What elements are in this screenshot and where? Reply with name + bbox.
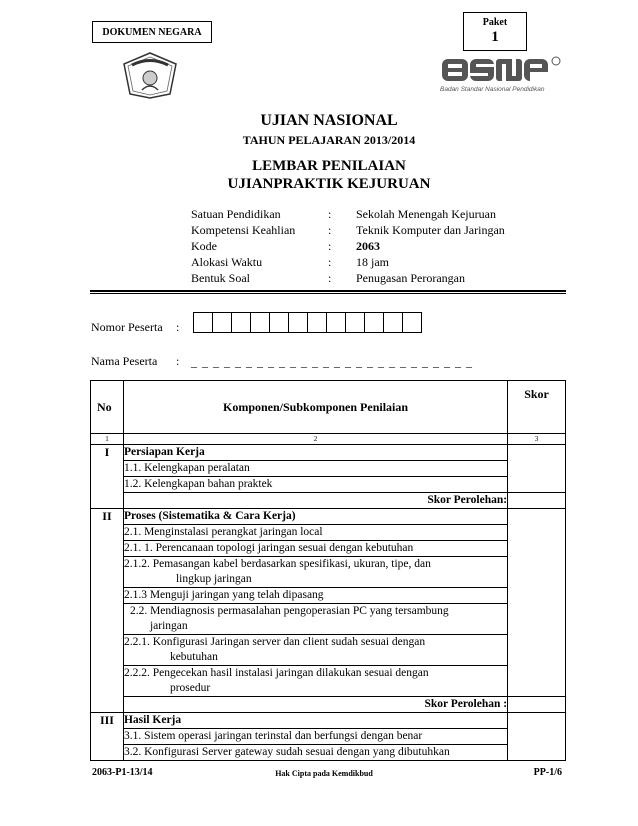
bsnp-logo (440, 54, 562, 94)
table-row (91, 745, 566, 761)
info-value: Sekolah Menengah Kejuruan (356, 207, 496, 221)
digit-box[interactable] (327, 312, 346, 333)
info-row (191, 255, 556, 271)
digit-box[interactable] (251, 312, 270, 333)
table-header (91, 381, 566, 434)
row-number: II (91, 509, 124, 713)
info-colon: : (328, 207, 332, 221)
title-tahun: TAHUN PELAJARAN 2013/2014 (242, 133, 416, 147)
column-number-row (91, 434, 566, 445)
section-title: Proses (Sistematika & Cara Kerja) (123, 509, 507, 525)
table-row (91, 666, 566, 697)
item-line: lingkup jaringan (175, 573, 252, 585)
divider-thin (90, 293, 566, 294)
title-ujian-nasional: UJIAN NASIONAL (260, 112, 398, 129)
section-title: Persiapan Kerja (123, 445, 507, 461)
nama-peserta-colon: : (176, 354, 180, 368)
digit-box[interactable] (213, 312, 232, 333)
skor-cell[interactable] (508, 697, 566, 713)
info-value: 2063 (356, 239, 380, 253)
digit-box[interactable] (346, 312, 365, 333)
header-komponen: Komponen/Subkomponen Penilaian (123, 381, 507, 434)
info-colon: : (328, 239, 332, 253)
title-lembar: LEMBAR PENILAIAN (252, 158, 406, 174)
item (123, 666, 507, 697)
info-row (191, 207, 556, 223)
item-line: jaringan (149, 620, 188, 632)
exam-info (191, 207, 556, 287)
table-row (91, 635, 566, 666)
digit-box[interactable] (308, 312, 327, 333)
nomor-peserta-boxes[interactable] (193, 312, 422, 333)
section-title: Hasil Kerja (123, 713, 507, 729)
table-row (91, 557, 566, 588)
item (123, 604, 507, 635)
paket-number: 1 (491, 29, 499, 45)
info-colon: : (328, 271, 332, 285)
row-number: I (91, 445, 124, 509)
table-row (91, 588, 566, 604)
table-row (91, 493, 566, 509)
table-row (91, 729, 566, 745)
nama-peserta-label: Nama Peserta (91, 354, 158, 368)
skor-perolehan: Skor Perolehan : (123, 697, 507, 713)
skor-perolehan: Skor Perolehan: (123, 493, 507, 509)
divider-thick (90, 290, 566, 292)
digit-box[interactable] (403, 312, 422, 333)
item (123, 635, 507, 666)
dokumen-label: DOKUMEN NEGARA (102, 26, 202, 38)
col-num: 1 (91, 434, 124, 445)
dokumen-negara-box (92, 21, 212, 43)
info-key: Bentuk Soal (191, 271, 250, 285)
info-key: Alokasi Waktu (191, 255, 263, 269)
header-no: No (91, 381, 124, 434)
info-value: Teknik Komputer dan Jaringan (356, 223, 505, 237)
nomor-peserta-colon: : (176, 320, 180, 334)
info-value: 18 jam (356, 255, 389, 269)
skor-cell[interactable] (508, 493, 566, 509)
item: 1.2. Kelengkapan bahan praktek (123, 477, 507, 493)
info-colon: : (328, 255, 332, 269)
nomor-peserta-label: Nomor Peserta (91, 320, 163, 334)
digit-box[interactable] (365, 312, 384, 333)
info-row (191, 223, 556, 239)
item-line: 2.1.2. Pemasangan kabel berdasarkan spesifikasi, ukuran, tipe, dan (123, 558, 431, 570)
info-value: Penugasan Perorangan (356, 271, 465, 285)
footer-copyright: Hak Cipta pada Kemdikbud (275, 769, 373, 778)
row-number: III (91, 713, 124, 761)
table-row (91, 477, 566, 493)
info-row (191, 239, 556, 255)
info-key: Satuan Pendidikan (191, 207, 281, 221)
assessment-table (90, 380, 566, 761)
info-colon: : (328, 223, 332, 237)
item: 2.1. Menginstalasi perangkat jaringan local (123, 525, 507, 541)
skor-cell[interactable] (508, 445, 566, 493)
info-key: Kode (191, 239, 217, 253)
item-line: 2.2.1. Konfigurasi Jaringan server dan client sudah sesuai dengan (123, 636, 426, 648)
skor-cell[interactable] (508, 713, 566, 761)
info-key: Kompetensi Keahlian (191, 223, 296, 237)
item-line: 2.2.2. Pengecekan hasil instalasi jaringan dilakukan sesuai dengan (123, 667, 429, 679)
item-line: kebutuhan (169, 651, 218, 663)
col-num: 2 (123, 434, 507, 445)
item: 3.2. Konfigurasi Server gateway sudah sesuai dengan yang dibutuhkan (123, 745, 507, 761)
table-row (91, 461, 566, 477)
digit-box[interactable] (194, 312, 213, 333)
info-row (191, 271, 556, 287)
table-row (91, 525, 566, 541)
col-num: 3 (508, 434, 566, 445)
digit-box[interactable] (232, 312, 251, 333)
table-row (91, 541, 566, 557)
paket-label: Paket (482, 17, 508, 28)
paket-box (463, 12, 527, 51)
table-row (91, 697, 566, 713)
item-line: 2.2. Mendiagnosis permasalahan pengoperasian PC yang tersambung (129, 605, 449, 617)
digit-box[interactable] (289, 312, 308, 333)
nama-peserta-line[interactable]: _ _ _ _ _ _ _ _ _ _ _ _ _ _ _ _ _ _ _ _ _ _ _ _ _ _ (191, 355, 473, 369)
item: 3.1. Sistem operasi jaringan terinstal dan berfungsi dengan benar (123, 729, 507, 745)
digit-box[interactable] (384, 312, 403, 333)
skor-cell[interactable] (508, 509, 566, 697)
footer-page: PP-1/6 (533, 767, 562, 778)
digit-box[interactable] (270, 312, 289, 333)
table-row (91, 713, 566, 729)
item (123, 557, 507, 588)
item-line: prosedur (169, 682, 211, 694)
header-skor: Skor (508, 381, 566, 434)
item: 2.1. 1. Perencanaan topologi jaringan sesuai dengan kebutuhan (123, 541, 507, 557)
table-row (91, 604, 566, 635)
title-ujian-praktik: UJIANPRAKTIK KEJURUAN (227, 176, 431, 192)
table-row (91, 445, 566, 461)
tut-wuri-handayani-logo (118, 50, 182, 100)
table-row (91, 509, 566, 525)
item: 2.1.3 Menguji jaringan yang telah dipasang (123, 588, 507, 604)
bsnp-sub: Badan Standar Nasional Pendidikan (440, 86, 545, 93)
item: 1.1. Kelengkapan peralatan (123, 461, 507, 477)
footer-code: 2063-P1-13/14 (92, 767, 153, 778)
